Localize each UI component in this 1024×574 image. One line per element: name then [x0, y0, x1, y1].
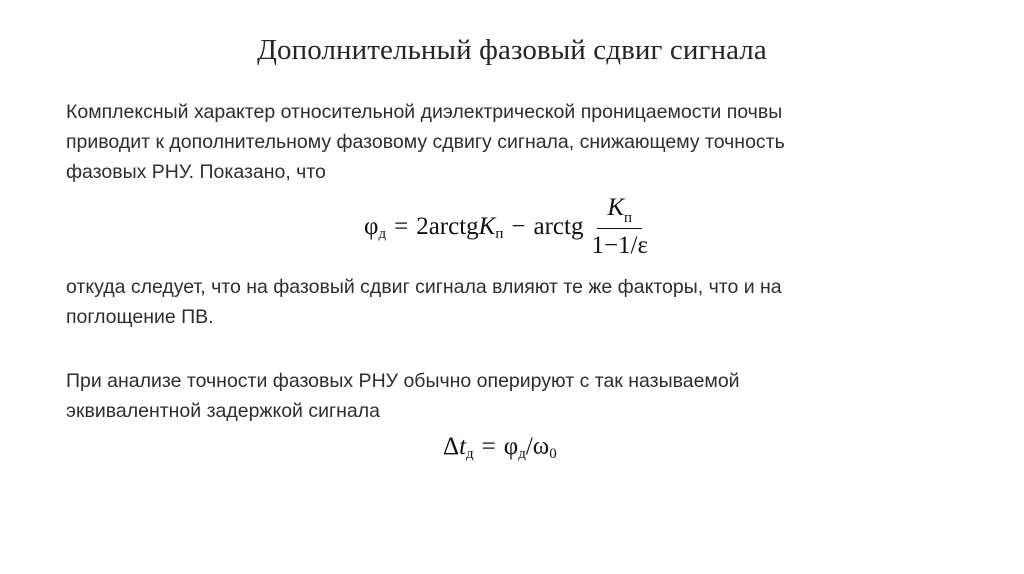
text-line: поглощение ПВ. — [66, 306, 214, 328]
formula-arctg-2: arctg — [533, 213, 584, 240]
numerator-k-var: K — [607, 194, 625, 221]
text-line: При анализе точности фазовых РНУ обычно оперируют с так называемой — [66, 370, 740, 392]
paragraph-consequence — [66, 272, 966, 332]
paragraph-intro — [66, 97, 966, 187]
formula-k-subscript: п — [495, 225, 504, 242]
formula-k-var: K — [478, 213, 496, 240]
text-line: откуда следует, что на фазовый сдвиг сигнала влияют те же факторы, что и на — [66, 276, 782, 298]
text-line: эквивалентной задержкой сигнала — [66, 400, 380, 422]
fraction-denominator: 1−1/ε — [591, 232, 648, 259]
formula-equals: = — [481, 433, 496, 460]
text-line: приводит к дополнительному фазовому сдвигу сигнала, снижающему точность — [66, 131, 785, 153]
formula-omega-subscript: 0 — [549, 445, 557, 462]
formula-fraction — [591, 193, 648, 261]
formula-equals: = — [394, 213, 409, 240]
text-line: Комплексный характер относительной диэлектрической проницаемости почвы — [66, 101, 783, 123]
numerator-k-subscript: п — [624, 210, 633, 226]
formula-delta: Δ — [443, 433, 460, 460]
slide-title: Дополнительный фазовый сдвиг сигнала — [257, 34, 767, 66]
formula-t-subscript: д — [466, 445, 474, 462]
paragraph-delay — [66, 366, 966, 426]
delay-formula — [443, 431, 557, 463]
formula-phi: φ — [364, 213, 379, 240]
formula-arctg-1: 2arctg — [416, 213, 479, 240]
formula-phi: φ — [503, 433, 519, 460]
fraction-numerator — [597, 193, 642, 229]
formula-phi-subscript: д — [518, 445, 526, 462]
formula-omega: /ω — [525, 433, 550, 460]
phase-shift-formula — [364, 192, 648, 262]
text-line: фазовых РНУ. Показано, что — [66, 161, 326, 183]
formula-minus: − — [511, 213, 526, 240]
formula-phi-subscript: д — [378, 225, 387, 242]
formula-t-var: t — [459, 433, 467, 460]
